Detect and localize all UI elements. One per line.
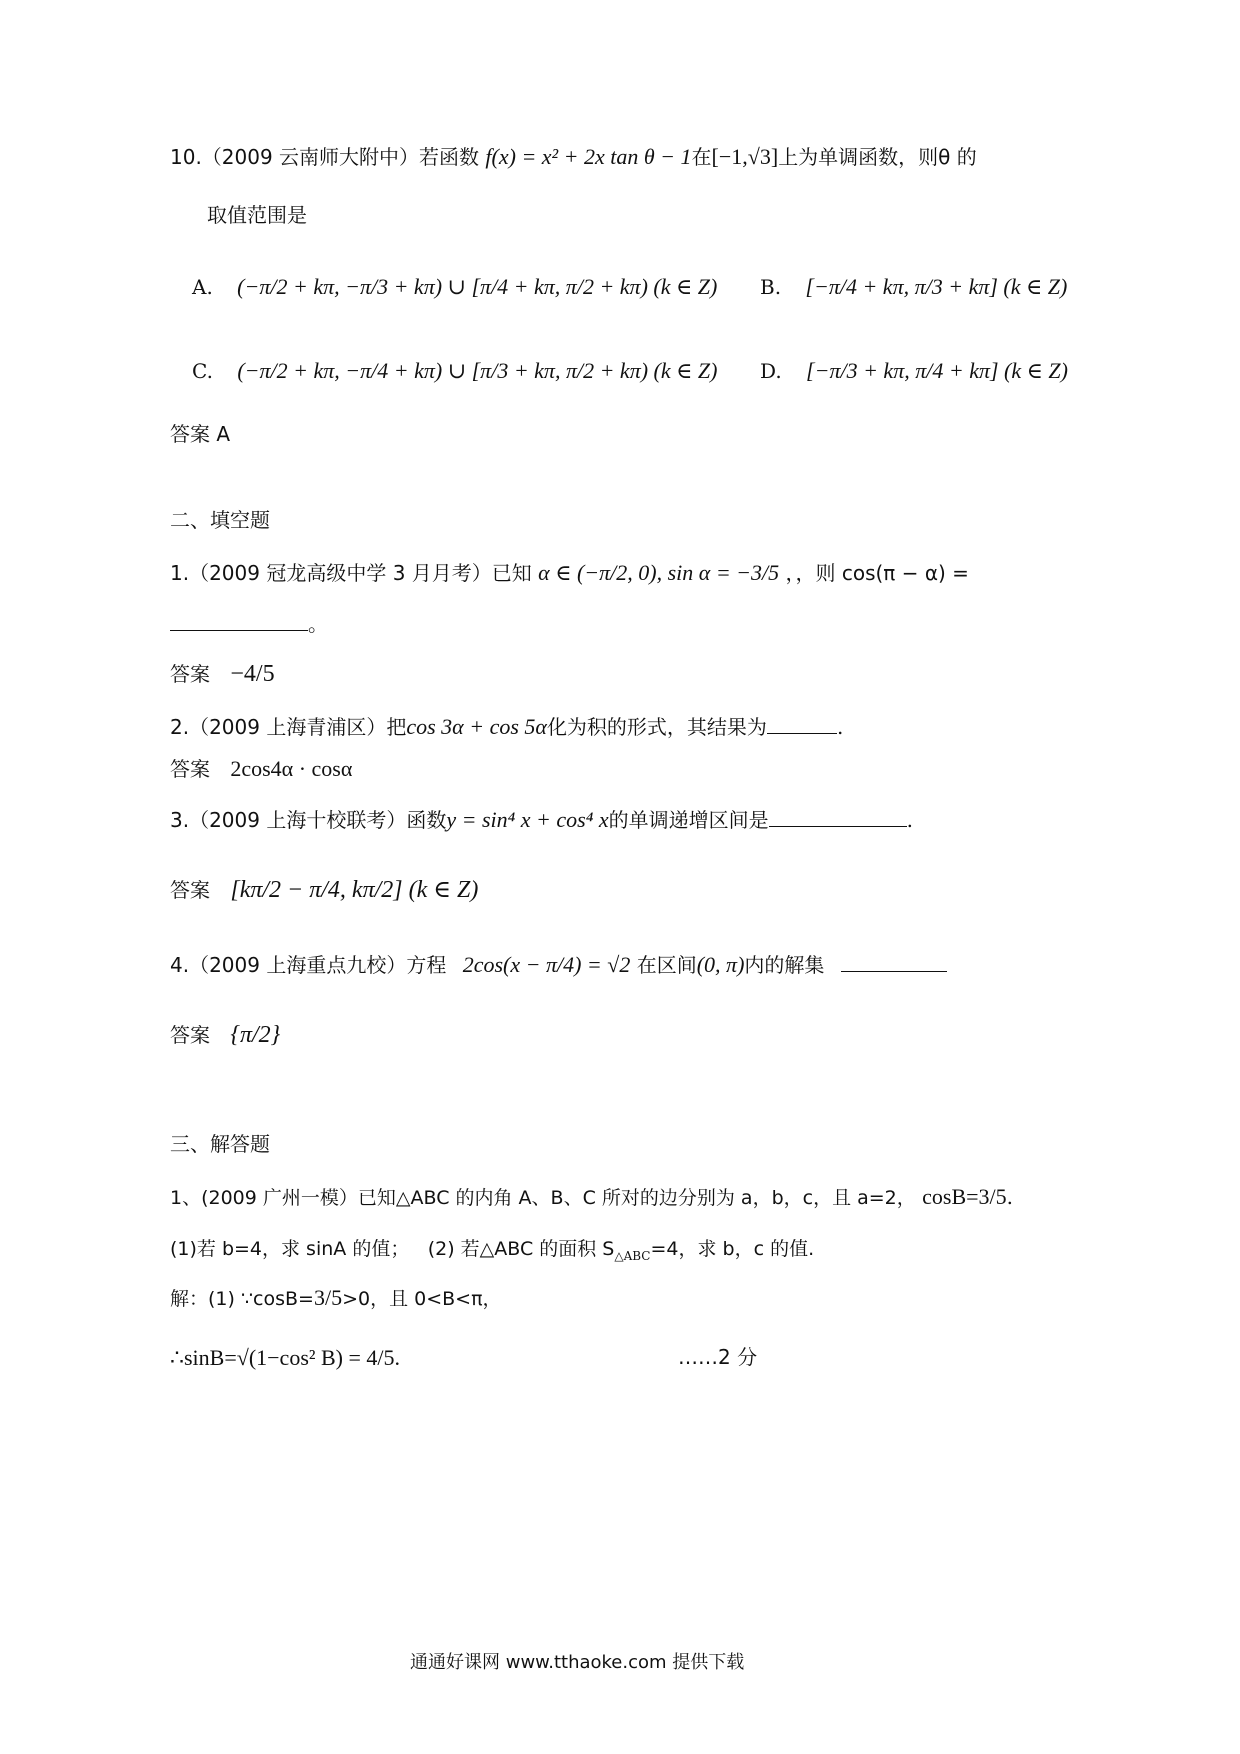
q10-option-b: [760, 276, 1067, 298]
fill2-prefix: 2.（2009 上海青浦区）把: [170, 715, 407, 739]
solve1-solution-frac: 3/5: [313, 1285, 343, 1310]
fill3-answer: [kπ/2 − π/4, kπ/2] (k ∈ Z): [230, 877, 479, 903]
section2-title: 二、填空题: [170, 508, 270, 532]
solve1-solution-line1: [170, 1287, 502, 1309]
fill4-line: [170, 953, 947, 976]
q10-prefix: 10.（2009 云南师大附中）若函数: [170, 145, 486, 169]
fill1-end: 。: [308, 612, 328, 636]
q10-option-c: [192, 360, 717, 382]
option-a-text: (−π/2 + kπ, −π/3 + kπ) ∪ [π/4 + kπ, π/2 + kπ) (k ∈ Z): [237, 274, 718, 299]
fill1-blank-line: [170, 612, 328, 634]
fill4-answer: {π/2}: [230, 1022, 281, 1048]
q10-line1: [170, 146, 977, 168]
solve1-solution-line2: [170, 1347, 400, 1369]
option-d-label: D.: [760, 359, 782, 383]
page-footer: 通通好课网 www.tthaoke.com 提供下载: [410, 1652, 745, 1673]
fill2-end: .: [836, 715, 844, 739]
fill3-end: .: [906, 808, 913, 832]
fill3-answer-line: [170, 878, 478, 902]
fill4-interval: (0, π): [696, 952, 745, 977]
solve1-end: .: [1006, 1185, 1014, 1209]
solve1-part1: (1)若 b=4，求 sinA 的值；: [170, 1238, 410, 1260]
solve1-line2: [170, 1238, 814, 1262]
option-a-label: A.: [192, 275, 213, 299]
fill1-condition: α ∈ (−π/2, 0), sin α = −3/5: [538, 560, 780, 585]
q10-line2: 取值范围是: [207, 203, 307, 227]
fill1-line: [170, 562, 969, 584]
option-c-text: (−π/2 + kπ, −π/4 + kπ) ∪ [π/3 + kπ, π/2 + kπ) (k ∈ Z): [237, 358, 718, 383]
solve1-score: ……2 分: [678, 1345, 758, 1369]
section3-title: 三、解答题: [170, 1132, 270, 1156]
solve1-part2: (2) 若△ABC 的面积 S: [427, 1238, 615, 1260]
fill2-suffix: 化为积的形式，其结果为: [546, 715, 767, 739]
fill3-prefix: 3.（2009 上海十校联考）函数: [170, 808, 447, 832]
fill1-answer-line: [170, 662, 275, 686]
fill4-answer-line: [170, 1023, 280, 1047]
q10-interval: [−1,√3]: [711, 144, 779, 169]
q10-function: f(x) = x² + 2x tan θ − 1: [485, 144, 692, 169]
fill1-prefix: 1.（2009 冠龙高级中学 3 月月考）已知: [170, 561, 532, 585]
fill1-suffix: ，，则 cos(π − α) =: [785, 561, 969, 585]
solve1-condition: cosB=3/5: [922, 1184, 1007, 1209]
fill1-blank[interactable]: [170, 612, 308, 631]
fill4-blank[interactable]: [841, 953, 947, 972]
q10-mid: 在: [691, 145, 712, 169]
fill4-expression: 2cos(x − π/4) = √2: [462, 952, 631, 977]
fill3-expression: y = sin⁴ x + cos⁴ x: [446, 807, 609, 832]
fill1-answer: −4/5: [230, 661, 275, 687]
solve1-part2-end: =4，求 b，c 的值.: [650, 1238, 815, 1260]
option-b-text: [−π/4 + kπ, π/3 + kπ] (k ∈ Z): [805, 274, 1068, 299]
fill4-suffix2: 内的解集: [744, 953, 825, 977]
option-b-label: B.: [760, 275, 782, 299]
solve1-solution-cond: >0，且 0<B<π，: [342, 1288, 502, 1310]
solve1-statement: 1、(2009 广州一模）已知△ABC 的内角 A、B、C 所对的边分别为 a，b，c，且 a=2，: [170, 1187, 916, 1209]
solve1-sinb: ∴sinB=√(1−cos² B) = 4/5.: [170, 1345, 401, 1370]
fill2-line: [170, 715, 843, 738]
fill4-suffix: 在区间: [636, 953, 697, 977]
solve1-area-subscript: △ABC: [614, 1249, 651, 1263]
fill3-answer-label: 答案: [170, 878, 210, 902]
fill4-prefix: 4.（2009 上海重点九校）方程: [170, 953, 447, 977]
solve1-line1: [170, 1186, 1013, 1208]
fill2-answer-line: [170, 758, 352, 780]
fill3-suffix: 的单调递增区间是: [608, 808, 769, 832]
fill3-blank[interactable]: [769, 808, 907, 827]
solve1-solution-start: 解：(1) ∵cosB=: [170, 1288, 314, 1310]
fill2-answer-label: 答案: [170, 757, 210, 781]
fill2-blank[interactable]: [767, 715, 837, 734]
q10-suffix: 上为单调函数，则θ 的: [778, 145, 977, 169]
fill4-answer-label: 答案: [170, 1023, 210, 1047]
fill2-answer: 2cos4α · cosα: [230, 756, 353, 781]
option-d-text: [−π/3 + kπ, π/4 + kπ] (k ∈ Z): [806, 358, 1068, 383]
option-c-label: C.: [192, 359, 213, 383]
fill2-expression: cos 3α + cos 5α: [406, 714, 547, 739]
fill1-answer-label: 答案: [170, 662, 210, 686]
q10-answer: 答案 A: [170, 422, 231, 446]
q10-option-d: [760, 360, 1068, 382]
q10-option-a: [192, 276, 717, 298]
fill3-line: [170, 808, 913, 831]
